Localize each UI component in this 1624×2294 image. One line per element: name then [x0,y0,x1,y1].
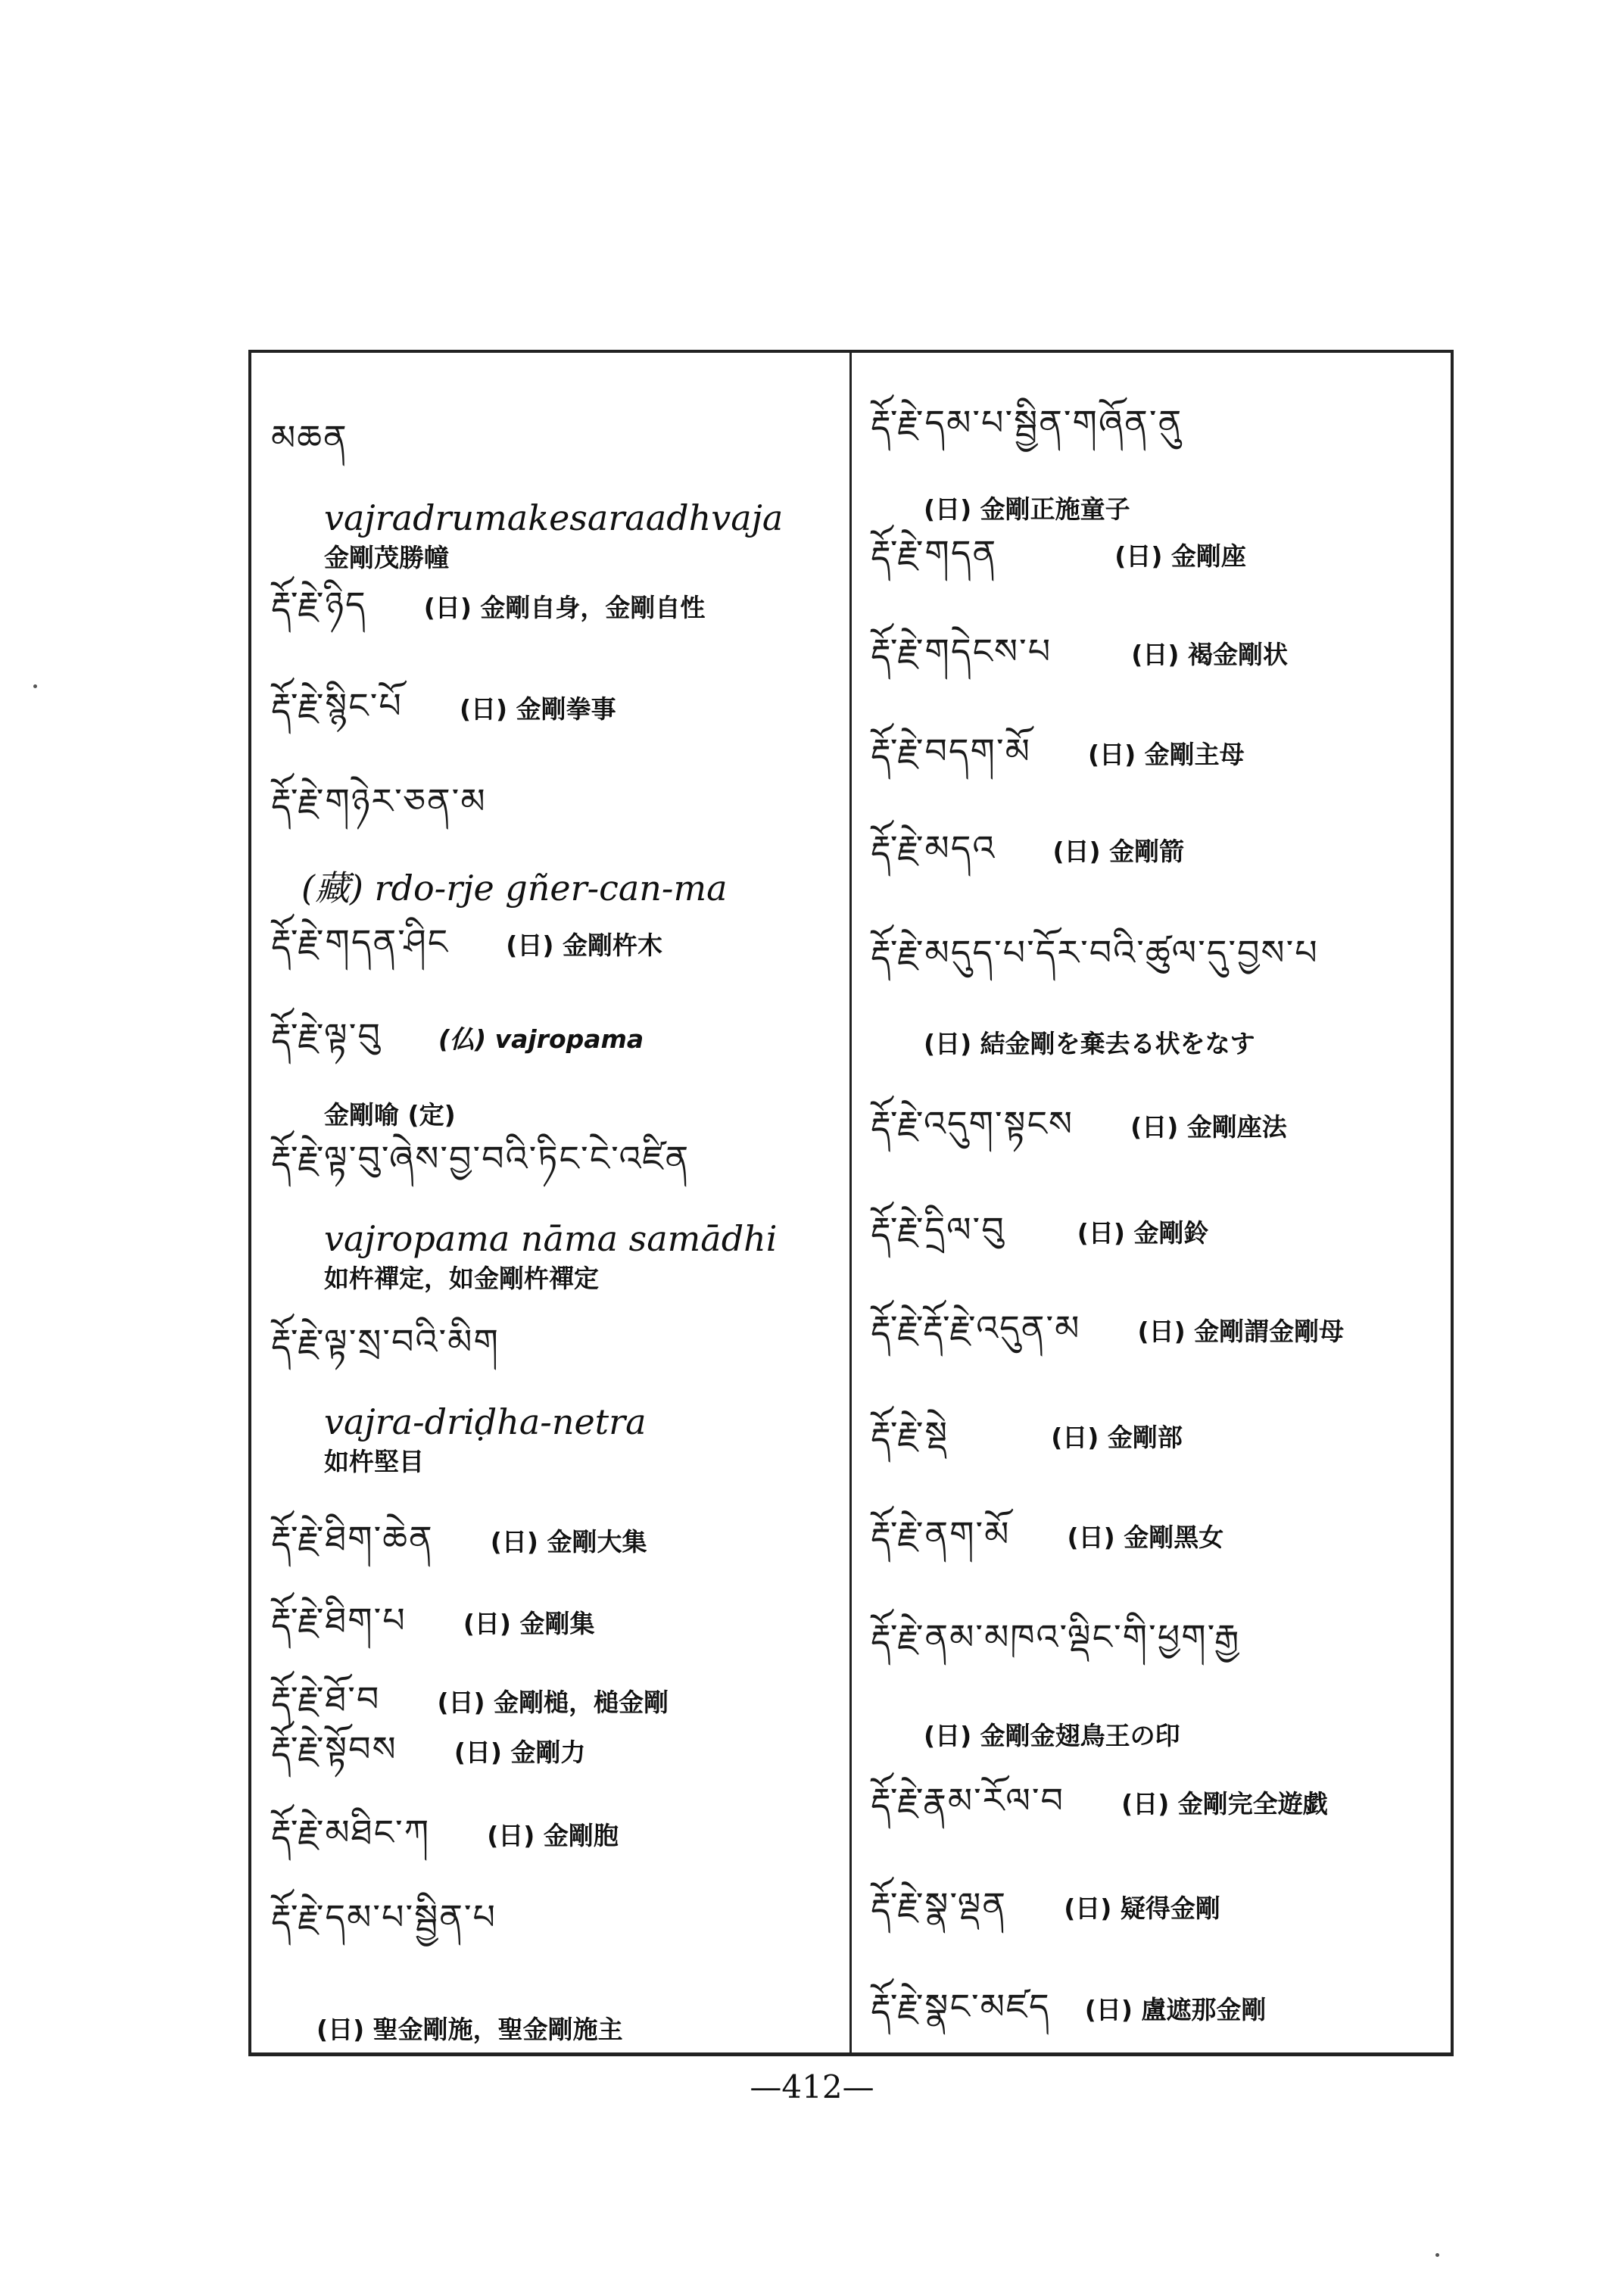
gloss: (日) 金剛座法 [1130,1112,1287,1142]
chinese-gloss: (日) 金剛金翅鳥王の印 [924,1721,1180,1750]
tibetan-term: རྡོ་རྗེ་མདའ [871,828,996,868]
entry [271,1879,839,2046]
tibetan-term: རྡོ་རྗེ་ཐིག་ཆེན [271,1518,434,1559]
tibetan-term: རྡོ་རྗེ་སྣ་ལྡན [871,1884,1008,1925]
entry [271,998,839,1131]
chinese-gloss: (日) 金剛正施童子 [924,494,1130,524]
romanized-term: vajropama nāma samādhi [324,1218,778,1259]
entry [871,1599,1446,1752]
gloss: (日) 金剛鈴 [1077,1218,1209,1248]
chinese-gloss: (日) 結金剛を棄去る状をなす [924,1029,1255,1058]
entry [271,668,839,765]
tibetan-term: རྡོ་རྗེ་རྡོ་རྗེ་འདུན་མ [871,1308,1081,1348]
tibetan-term: རྡོ་རྗེ་བདག་མོ [871,731,1031,771]
gloss: (日) 金剛力 [454,1738,586,1767]
tibetan-term: རྡོ་རྗེ་མདུད་པ་དོར་བའི་ཚུལ་དུ་བྱས་པ [871,932,1319,973]
gloss: (日) 金剛槌，槌金剛 [437,1688,669,1717]
tibetan-term: རྡོ་རྗེ་སྡེ [871,1413,949,1454]
gloss: (日) 金剛完全遊戯 [1121,1789,1328,1819]
entry [271,400,839,574]
gloss: (日) 金剛拳事 [459,694,616,724]
page-number: —412— [750,2068,874,2105]
entry [871,1496,1446,1594]
romanized-term: vajra-driḍha-netra [324,1401,647,1442]
column-divider [849,350,852,2056]
chinese-gloss: 如杵禪定，如金剛杵禪定 [324,1264,599,1293]
entry [871,1968,1446,2066]
gloss: (日) 金剛箭 [1052,837,1185,866]
scan-speck [1435,2253,1439,2257]
tibetan-term: རྡོ་རྗེ་ཐིག་པ [271,1600,407,1641]
romanized-term: vajradrumakesaraadhvaja [324,497,784,538]
tibetan-term: མཆན [271,417,348,458]
tibetan-term: རྡོ་རྗེ་ནམ་མཁའ་ལྡིང་གི་ཕྱག་རྒྱ [871,1616,1241,1657]
entry [871,1867,1446,1965]
tibetan-term: རྡོ་རྗེ་རྣམ་རོལ་བ [871,1780,1065,1821]
tibetan-term: རྡོ་རྗེ་འདུག་སྟངས [871,1103,1074,1144]
tibetan-term: རྡོ་རྗེ་གདན [871,532,998,573]
gloss: (日) 金剛座 [1114,541,1246,571]
entry [871,810,1446,908]
entry [271,566,839,664]
tibetan-term: རྡོ་རྗེ་སྙིང་པོ [271,685,403,726]
entry [871,515,1446,612]
gloss: (日) 金剛自身，金剛自性 [423,593,706,622]
gloss: (日) 金剛黑女 [1067,1523,1224,1552]
gloss: (日) 盧遮那金剛 [1084,1995,1267,2024]
scan-speck [33,684,37,688]
entry [871,613,1446,711]
tibetan-term: རྡོ་རྗེ་སྟོབས [271,1728,397,1769]
entry [871,713,1446,811]
gloss: (日) 金剛集 [463,1609,595,1638]
entry [271,763,839,911]
entry [871,1086,1446,1183]
chinese-gloss: 金剛喻 (定) [324,1100,456,1130]
gloss: (日) 疑得金剛 [1064,1893,1220,1923]
gloss: (日) 金剛謂金剛母 [1137,1317,1345,1346]
romanized-term: (藏) rdo-rje gñer-can-ma [301,868,728,909]
tibetan-term: རྡོ་རྗེ་དམ་པ་སྦྱིན་པ [271,1897,497,1937]
tibetan-term: རྡོ་རྗེ་ལྟ་སྲ་བའི་མིག [271,1321,500,1362]
entry [271,1121,839,1295]
entry [871,385,1446,525]
tibetan-term: རྡོ་རྗེ་ཐོ་བ [271,1678,381,1719]
tibetan-term: རྡོ་རྗེ་ནག་མོ [871,1513,1011,1554]
entry [871,1763,1446,1860]
tibetan-term: རྡོ་རྗེ་གདན་ཤིང [271,921,450,962]
tibetan-term: རྡོ་རྗེ་ལྟ་བུ་ཞེས་བྱ་བའི་ཏིང་ངེ་འཛིན [271,1138,690,1179]
gloss: (日) 金剛部 [1051,1423,1183,1452]
gloss: (日) 金剛大集 [490,1527,647,1557]
gloss: (日) 金剛胞 [487,1821,619,1850]
tibetan-term: རྡོ་རྗེ་གཉེར་ཅན་མ [271,781,487,821]
entry [271,1304,839,1478]
chinese-gloss: 如杵堅目 [324,1447,424,1476]
tibetan-term: རྡོ་རྗེ་གདེངས་པ [871,631,1052,672]
chinese-gloss: (日) 聖金剛施，聖金剛施主 [316,2015,623,2044]
gloss: (日) 褐金剛状 [1131,640,1288,669]
tibetan-term: རྡོ་རྗེ་མཐིང་ཀ [271,1812,431,1853]
chinese-gloss: 金剛茂勝幢 [324,543,449,572]
entry [871,915,1446,1060]
tibetan-term: རྡོ་རྗེ་སྣང་མཛད [871,1986,1051,2027]
gloss: (日) 金剛主母 [1087,740,1245,769]
entry [871,1192,1446,1289]
entry [871,1396,1446,1494]
entry [871,1290,1446,1388]
tibetan-term: རྡོ་རྗེ་ལྟ་བུ [271,1015,382,1056]
tibetan-term: རྡོ་རྗེ་ཉིད [271,584,367,625]
entry [271,904,839,1002]
tibetan-term: རྡོ་རྗེ་དམ་པ་སྦྱིན་གཞོན་ནུ [871,402,1183,443]
gloss: (仏) vajropama [438,1024,644,1054]
entry [271,1794,839,1892]
gloss: (日) 金剛杵木 [506,930,662,960]
tibetan-term: རྡོ་རྗེ་དྲིལ་བུ [871,1209,1005,1250]
